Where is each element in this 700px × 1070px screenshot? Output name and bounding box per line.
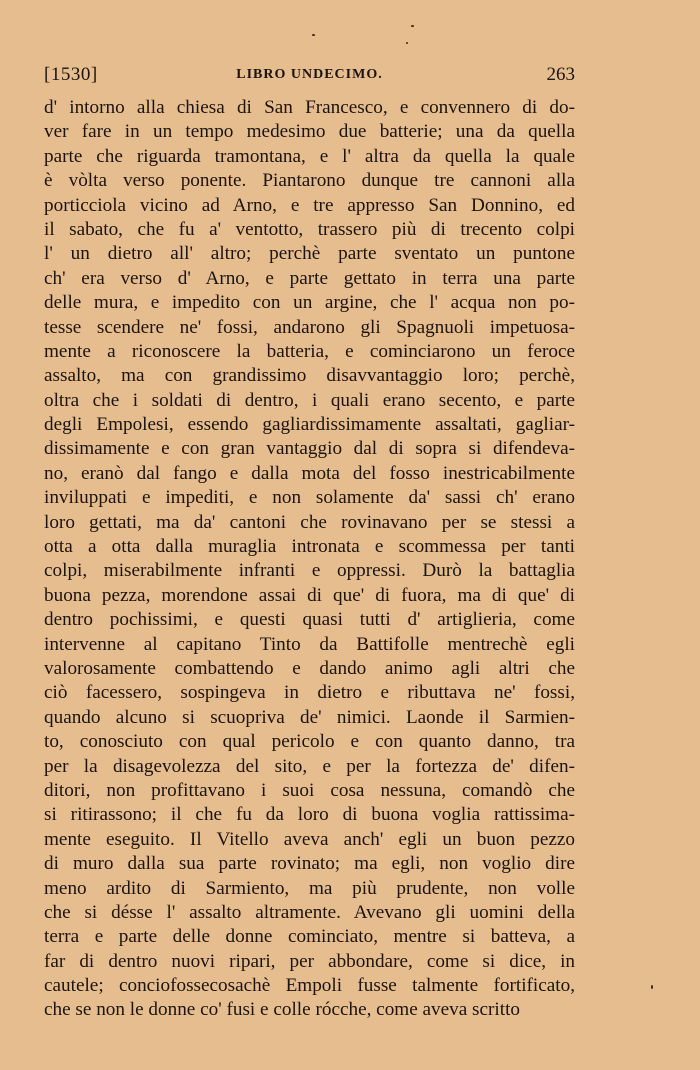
text-line: to, conosciuto con qual pericolo e con quanto danno, tra [44,731,575,753]
header-year: [1530] [44,64,98,85]
text-line: otta a otta dalla muraglia intronata e scommessa per tanti [44,536,575,558]
text-line: colpi, miserabilmente infranti e oppressi. Durò la battaglia [44,560,575,582]
ink-speck [411,25,414,27]
text-line: cautele; conciofossecosachè Empoli fusse talmente fortificato, [44,975,575,997]
text-line: d' intorno alla chiesa di San Francesco, e convennero di do- [44,97,575,118]
text-line: degli Empolesi, essendo gagliardissimamente assaltati, gagliar- [44,414,575,436]
text-line: valorosamente combattendo e dando animo agli altri che [44,657,575,679]
page-number: 263 [546,64,575,85]
text-line: no, eranò dal fango e dalla mota del fosso inestricabilmente [44,462,575,484]
text-line: mente a riconoscere la batteria, e cominciarono un feroce [44,340,575,362]
text-line: di muro dalla sua parte rovinato; ma egli, non voglio dire [44,853,575,875]
text-line: per la disagevolezza del sito, e per la fortezza de' difen- [44,755,575,777]
text-line: tesse scendere ne' fossi, andarono gli Spagnuoli impetuosa- [44,316,575,338]
text-line: che se non le donne co' fusi e colle rócche, come aveva scritto [44,999,521,1021]
text-line: assalto, ma con grandissimo disavvantaggio loro; perchè, [44,365,575,387]
text-line: oltra che i soldati di dentro, i quali erano secento, e parte [44,389,575,411]
text-line: ch' era verso d' Arno, e parte gettato in terra una parte [44,267,575,289]
text-line: quando alcuno si scuopriva de' nimici. Laonde il Sarmien- [44,706,575,728]
ink-speck [406,42,408,44]
text-line: terra e parte delle donne cominciato, mentre si batteva, a [44,926,575,948]
text-line: che si désse l' assalto altramente. Avevano gli uomini della [44,901,575,923]
text-line: delle mura, e impedito con un argine, che l' acqua non po- [44,292,575,314]
text-line: dissimamente e con gran vantaggio dal di sopra si difendeva- [44,438,575,460]
text-line: loro gettati, ma da' cantoni che rovinavano per se stessi a [44,511,575,533]
body-text [44,96,575,1023]
text-line: intervenne al capitano Tinto da Battifolle mentrechè egli [44,633,575,655]
text-line: ditori, non profittavano i suoi cosa nessuna, comandò che [44,779,575,801]
text-line: si ritirassono; il che fu da loro di buona voglia rattissima- [44,804,575,826]
text-line: parte che riguarda tramontana, e l' altra da quella la quale [44,145,575,167]
text-line: inviluppati e impediti, e non solamente da' sassi ch' erano [44,487,575,509]
text-line: mente eseguito. Il Vitello aveva anch' egli un buon pezzo [44,828,575,850]
text-line: buona pezza, morendone assai di que' di fuora, ma di que' di [44,584,575,606]
text-line: far di dentro nuovi ripari, per abbondare, come si dice, in [44,950,575,972]
text-line: porticciola vicino ad Arno, e tre appresso San Donnino, ed [44,194,575,216]
running-header [44,64,575,88]
text-line: il sabato, che fu a' ventotto, trassero più di trecento colpi [44,218,575,240]
text-line: ciò facessero, sospingeva in dietro e ributtava ne' fossi, [44,682,575,704]
header-running-title: LIBRO UNDECIMO. [236,67,383,82]
text-line: l' un dietro all' altro; perchè parte sventato un puntone [44,243,575,265]
text-line: dentro pochissimi, e questi quasi tutti d' artiglieria, come [44,609,575,631]
ink-speck [312,34,315,36]
text-line: è vòlta verso ponente. Piantarono dunque tre cannoni alla [44,170,575,192]
text-line: meno ardito di Sarmiento, ma più prudente, non volle [44,877,575,899]
text-line: ver fare in un tempo medesimo due batterie; una da quella [44,121,575,143]
ink-speck [651,985,653,989]
